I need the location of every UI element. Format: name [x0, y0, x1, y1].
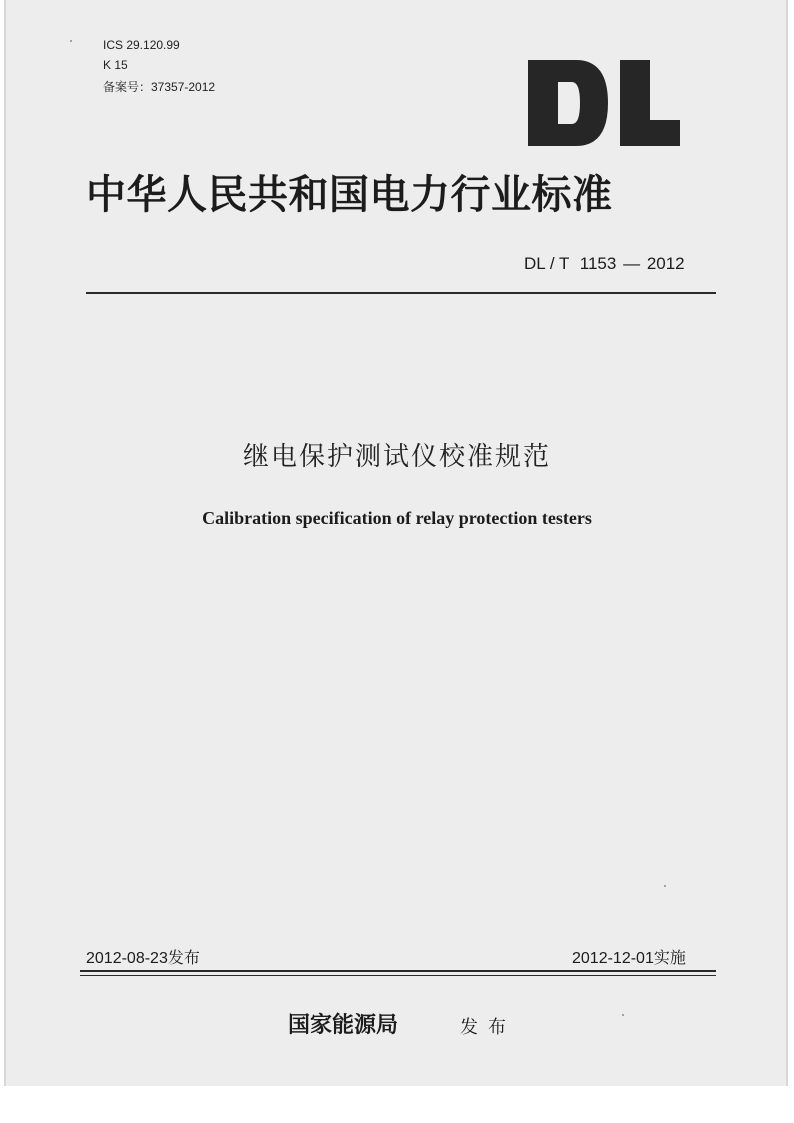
- ics-code: ICS 29.120.99: [103, 38, 180, 52]
- issue-date: 2012-08-23发布: [86, 950, 200, 967]
- standard-year: 2012: [646, 254, 685, 273]
- scan-speck: [622, 1014, 624, 1016]
- footer-divider-top: [80, 970, 716, 972]
- standard-prefix: DL / T: [524, 254, 570, 273]
- scan-speck: [664, 885, 666, 887]
- dl-logo: [524, 58, 684, 148]
- scan-edge-right: [786, 0, 788, 1086]
- publish-label: 发布: [460, 1017, 516, 1038]
- ccs-code: K 15: [103, 58, 128, 72]
- scan-edge-left: [4, 0, 6, 1086]
- document-title-en: Calibration specification of relay protection testers: [202, 508, 592, 528]
- standard-dash: —: [623, 254, 641, 273]
- document-title-cn: 继电保护测试仪校准规范: [242, 442, 551, 472]
- publisher-name: 国家能源局: [288, 1012, 399, 1038]
- footer-divider-bottom: [80, 975, 716, 976]
- record-number: 备案号：37357-2012: [103, 80, 216, 94]
- scan-speck: [70, 40, 72, 42]
- header-divider: [86, 292, 716, 294]
- industry-standard-title: 中华人民共和国电力行业标准: [86, 171, 613, 218]
- effective-date: 2012-12-01实施: [572, 950, 686, 967]
- standard-code: [524, 254, 685, 274]
- standard-number: 1153: [579, 254, 617, 273]
